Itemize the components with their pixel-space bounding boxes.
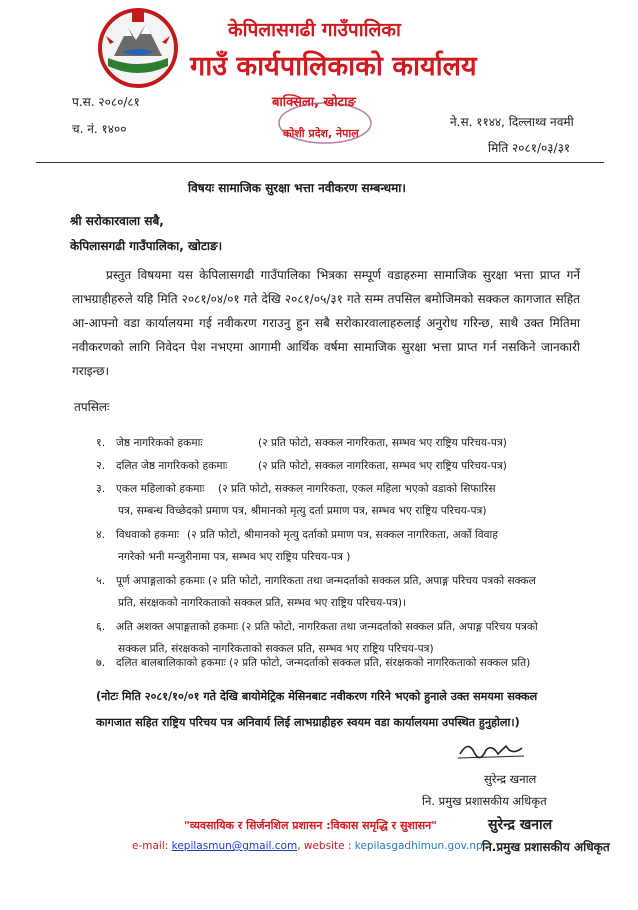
org-address-line: बाक्सिला, खोटाङ <box>272 95 356 110</box>
footer-contact <box>132 840 483 852</box>
signature-icon <box>456 736 526 764</box>
item-2-docs: (२ प्रति फोटो, सक्कल नागरिकता, सम्भव भए राष्ट्रिय परिचय-पत्र) <box>258 460 507 472</box>
tapasil-label: तपसिलः <box>74 400 110 414</box>
item-3-docs: (२ प्रति फोटो, सक्कल नागरिकता, एकल महिला भएको वडाको सिफारिस <box>218 483 496 495</box>
item-1-docs: (२ प्रति फोटो, सक्कल नागरिकता, सम्भव भए राष्ट्रिय परिचय-पत्र) <box>258 437 507 449</box>
nepal-emblem-icon <box>96 6 180 90</box>
item-3-label: एकल महिलाको हकमाः <box>116 483 205 495</box>
letter-date: मिति २०८१/०३/३१ <box>488 141 571 155</box>
signatory-name: सुरेन्द्र खनाल <box>484 772 537 786</box>
item-number: ४. <box>96 528 106 541</box>
item-number: ३. <box>96 482 106 495</box>
item-7-text: दलित बालबालिकाको हकमाः (२ प्रति फोटो, जन्मदर्ताको सक्कल प्रति, संरक्षकको नागरिकताको सक्कल प्रति) <box>116 657 531 669</box>
item-2-label: दलित जेष्ठ नागरिकको हकमाः <box>116 460 228 472</box>
website-label: , website : <box>297 840 352 852</box>
item-3-docs-cont: पत्र, सम्बन्ध विच्छेदको प्रमाण पत्र, श्रीमानको मृत्यु दर्ता प्रमाण पत्र, सम्भव भए राष्ट्रिय परिचय-पत्र) <box>118 505 487 517</box>
email-link[interactable]: kepilasmun@gmail.com <box>171 840 298 852</box>
email-label: e-mail: <box>132 840 169 852</box>
addressee-line1: श्री सरोकारवाला सबै, <box>70 214 164 228</box>
item-4-label: विधवाको हकमाः <box>116 529 180 541</box>
stamp-name: सुरेन्द्र खनाल <box>488 817 553 833</box>
org-name-line1: केपिलासगढी गाउँपालिका <box>228 19 401 41</box>
item-number: ७. <box>96 656 106 669</box>
footer-slogan: "व्यवसायिक र सिर्जनशिल प्रशासन :विकास समृद्धि र सुशासन" <box>184 819 438 832</box>
item-6-text-cont: सक्कल प्रति, संरक्षकको नागरिकताको सक्कल प्रति, सम्भव भए राष्ट्रिय परिचय-पत्र) <box>118 643 434 655</box>
item-4-docs: (२ प्रति फोटो, श्रीमानको मृत्यु दर्ताको प्रमाण पत्र, सक्कल नागरिकता, अर्को विवाह <box>187 529 498 541</box>
chalani-number: च. नं. १४०० <box>72 122 127 136</box>
addressee-line2: केपिलासगढी गाउँपालिका, खोटाङ। <box>70 239 223 253</box>
item-number: १. <box>96 436 106 449</box>
item-6-text: अति अशक्त अपाङ्गताको हकमाः (२ प्रति फोटो, नागरिकता तथा जन्मदर्ताको सक्कल प्रति, अपाङ्ग परिचय पत्रको <box>116 621 538 633</box>
item-number: ६. <box>96 620 106 633</box>
subject-line: विषयः सामाजिक सुरक्षा भत्ता नवीकरण सम्बन्धमा। <box>188 181 406 195</box>
item-number: ५. <box>96 574 106 587</box>
item-5-text: पूर्ण अपाङ्गताको हकमाः (२ प्रति फोटो, नागरिकता तथा जन्मदर्ताको सक्कल प्रति, अपाङ्ग परिचय पत्रको सक्कल <box>116 575 536 587</box>
item-number: २. <box>96 459 106 472</box>
item-1-label: जेष्ठ नागरिकको हकमाः <box>116 437 203 449</box>
stamp-title: नि.प्रमुख प्रशासकीय अधिकृत <box>482 840 610 854</box>
nepal-sambat-date: ने.स. ११४४, दिल्लाथ्व नवमी <box>450 115 574 129</box>
website-link[interactable]: kepilasgadhimun.gov.np <box>354 840 483 852</box>
header-divider <box>36 162 604 163</box>
item-4-docs-cont: नगरेको भनी मन्जुरीनामा पत्र, सम्भव भए राष्ट्रिय परिचय-पत्र ) <box>118 551 351 563</box>
signatory-title: नि. प्रमुख प्रशासकीय अधिकृत <box>422 794 547 808</box>
patra-sankhya: प.स. २०८०/८१ <box>72 95 140 109</box>
body-paragraph: प्रस्तुत विषयमा यस केपिलासगढी गाउँपालिका भित्रका सम्पूर्ण वडाहरुमा सामाजिक सुरक्षा भत्ता प्राप्त गर्ने लाभग्राहीहरुले यहि मिति २०८१/०४/०१ गते देखि २०८१/०५/३१ गते सम्म तपसिल बमोजिमको सक्कल कागजात सहित आ-आफ्नो वडा कार्यालयमा गई नवीकरण गराउनु हुन सबै सरोकारवालाहरुलाई अनुरोध गरिन्छ, साथै उक्त मितिमा नवीकरणको लागि निवेदन पेश नभएमा आगामी आर्थिक वर्षमा सामाजिक सुरक्षा भत्ता प्राप्त गर्न नसकिने जानकारी गराइन्छ। <box>72 268 580 378</box>
note-paragraph: (नोटः मिति २०८१/१०/०१ गते देखि बायोमेट्रिक मेसिनबाट नवीकरण गरिने भएको हुनाले उक्त समयमा सक्कल कागजात सहित राष्ट्रिय परिचय पत्र अनिवार्य लिई लाभग्राहीहरु स्वयम वडा कार्यालयमा उपस्थित हुनुहोला।) <box>96 690 538 729</box>
org-name-line2: गाउँ कार्यपालिकाको कार्यालय <box>190 51 477 82</box>
item-5-text-cont: प्रति, संरक्षकको नागरिकताको सक्कल प्रति, सम्भव भए राष्ट्रिय परिचय-पत्र)। <box>118 597 407 609</box>
org-province-line: कोशी प्रदेश, नेपाल <box>283 127 359 140</box>
